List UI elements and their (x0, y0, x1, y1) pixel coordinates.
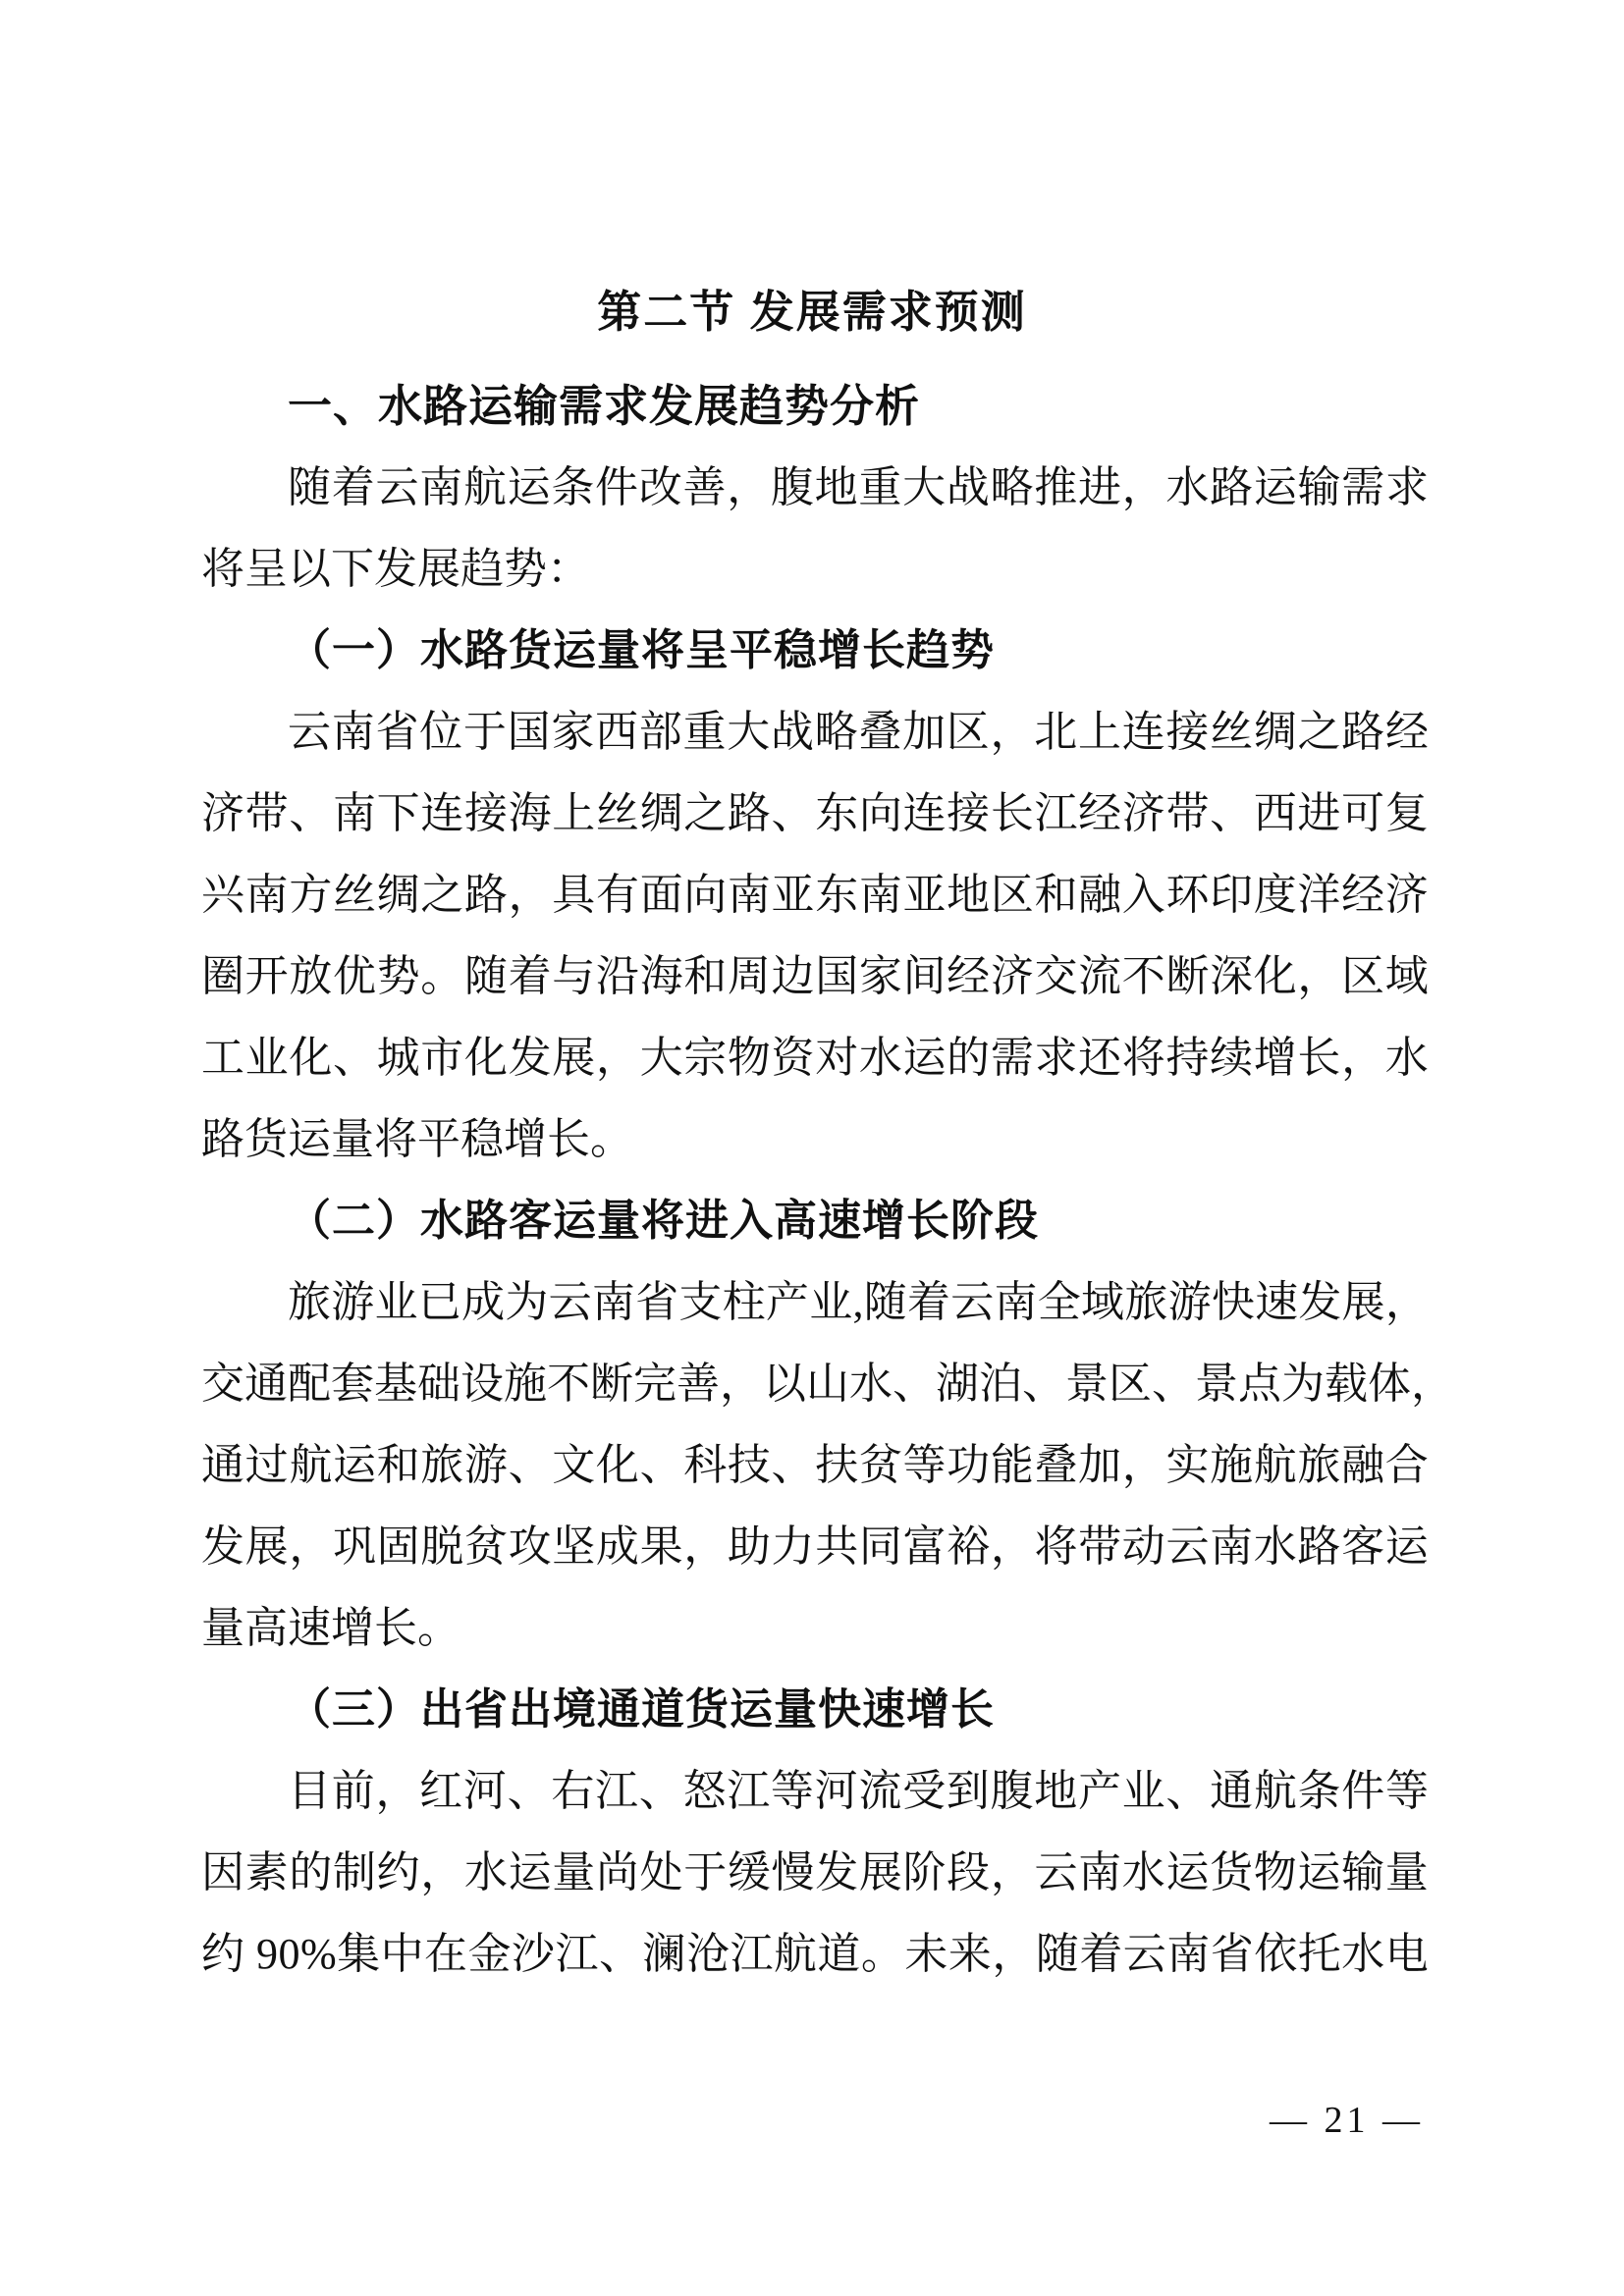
body-line: 量高速增长。 (201, 1604, 460, 1652)
sub-heading: （三）出省出境通道货运量快速增长 (288, 1685, 995, 1734)
body-line: 工 业 化 、 城 市 化 发 展 ， 大 宗 物 资 对 水 运 的 需 求 还 将 持 续 增 长 ， 水 (201, 1034, 1429, 1082)
body-line: 将呈以下发展趋势： (201, 545, 590, 593)
page-number: — 21 — (1270, 2100, 1424, 2141)
body-line: 旅 游 业 已 成 为 云 南 省 支 柱 产 业 , 随 着 云 南 全 域 旅 游 快 速 发 展 ， (288, 1278, 1429, 1326)
body-line: 济 带 、 南 下 连 接 海 上 丝 绸 之 路 、 东 向 连 接 长 江 经 济 带 、 西 进 可 复 (201, 789, 1429, 837)
body-line: 圈 开 放 优 势 。 随 着 与 沿 海 和 周 边 国 家 间 经 济 交 流 不 断 深 化 ， 区 域 (201, 952, 1429, 1000)
chapter-heading: 一、水路运输需求发展趋势分析 (288, 381, 921, 431)
section-title: 第二节 发展需求预测 (597, 287, 1027, 337)
body-line: 云 南 省 位 于 国 家 西 部 重 大 战 略 叠 加 区 ， 北 上 连 接 丝 绸 之 路 经 (288, 708, 1429, 756)
body-line: 随 着 云 南 航 运 条 件 改 善 ， 腹 地 重 大 战 略 推 进 ， 水 路 运 输 需 求 (288, 463, 1429, 511)
document-body (201, 365, 1454, 1995)
sub-heading: （一）水路货运量将呈平稳增长趋势 (288, 626, 995, 674)
sub-heading: （二）水路客运量将进入高速增长阶段 (288, 1197, 1039, 1245)
body-line: 约 9 0 % 集 中 在 金 沙 江 、 澜 沧 江 航 道 。 未 来 ， 随 着 云 南 省 依 托 水 电 (201, 1930, 1429, 1978)
body-line: 兴 南 方 丝 绸 之 路 ， 具 有 面 向 南 亚 东 南 亚 地 区 和 融 入 环 印 度 洋 经 济 (201, 871, 1429, 919)
body-line: 路货运量将平稳增长。 (201, 1115, 633, 1163)
body-line: 因 素 的 制 约 ， 水 运 量 尚 处 于 缓 慢 发 展 阶 段 ， 云 南 水 运 货 物 运 输 量 (201, 1848, 1429, 1896)
body-line: 交 通 配 套 基 础 设 施 不 断 完 善 ， 以 山 水 、 湖 泊 、 景 区 、 景 点 为 载 体 ， (201, 1360, 1454, 1408)
body-line: 通 过 航 运 和 旅 游 、 文 化 、 科 技 、 扶 贫 等 功 能 叠 加 ， 实 施 航 旅 融 合 (201, 1441, 1429, 1489)
body-line: 发 展 ， 巩 固 脱 贫 攻 坚 成 果 ， 助 力 共 同 富 裕 ， 将 带 动 云 南 水 路 客 运 (201, 1522, 1429, 1571)
body-line: 目 前 ， 红 河 、 右 江 、 怒 江 等 河 流 受 到 腹 地 产 业 、 通 航 条 件 等 (288, 1767, 1429, 1815)
